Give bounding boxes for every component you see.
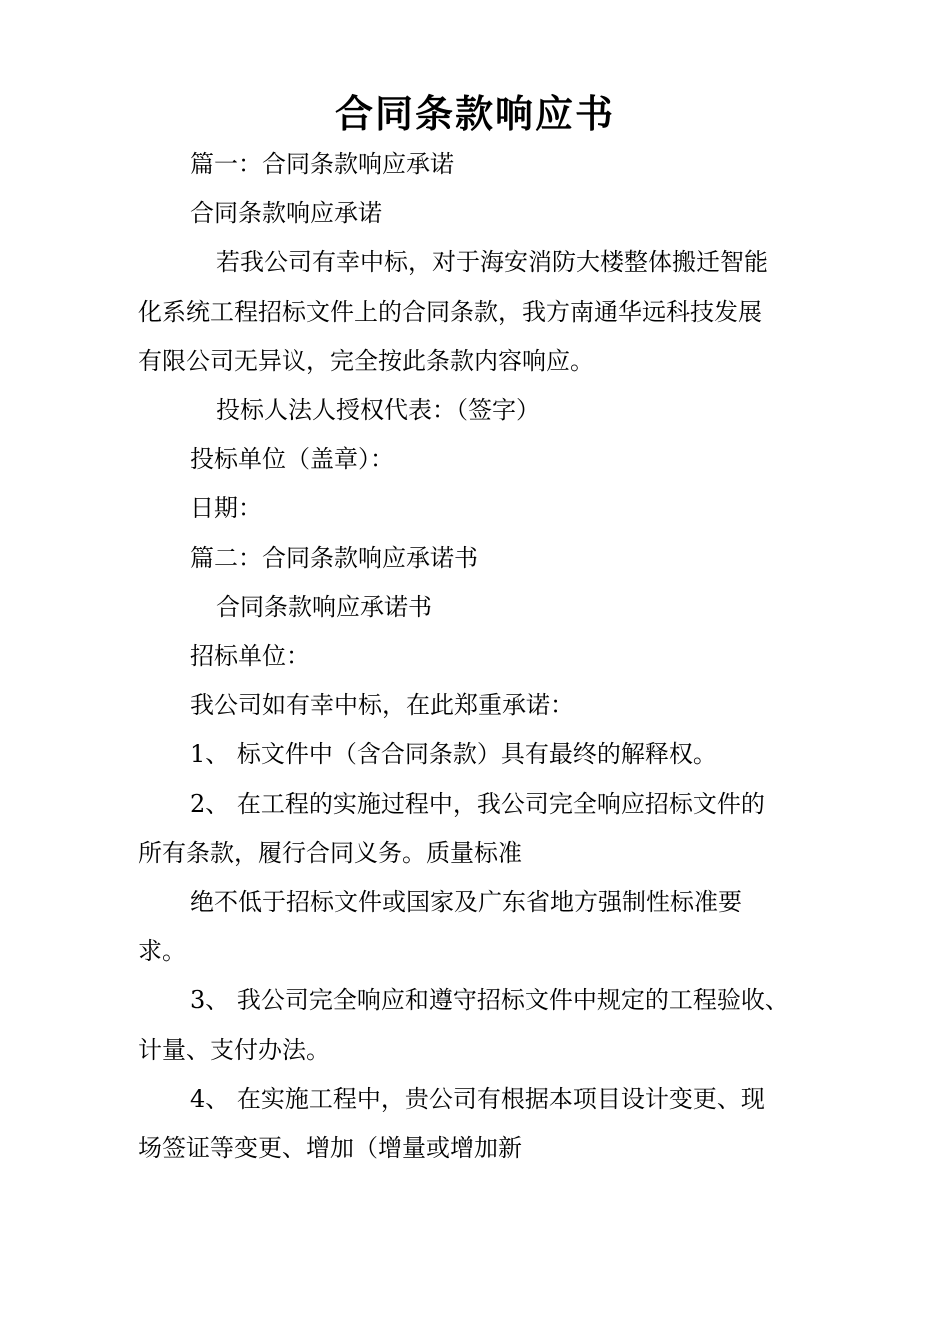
date-line: 日期： <box>190 494 262 523</box>
recipient-line: 招标单位： <box>190 642 310 671</box>
document-body <box>138 140 828 1173</box>
section-heading-2: 篇二：合同条款响应承诺书 <box>190 543 478 572</box>
list-item: 2、 在工程的实施过程中，我公司完全响应招标文件的 <box>190 789 765 818</box>
section-heading-1: 篇一：合同条款响应承诺 <box>190 150 454 178</box>
paragraph-line: 化系统工程招标文件上的合同条款，我方南通华远科技发展 <box>138 297 762 326</box>
document-title: 合同条款响应书 <box>334 91 615 136</box>
list-item: 4、 在实施工程中，贵公司有根据本项目设计变更、现 <box>190 1084 765 1113</box>
paragraph-line: 绝不低于招标文件或国家及广东省地方强制性标准要 <box>190 888 742 917</box>
paragraph-line: 有限公司无异议，完全按此条款内容响应。 <box>138 346 594 375</box>
subheading: 合同条款响应承诺书 <box>216 592 432 621</box>
paragraph-line: 场签证等变更、增加（增量或增加新 <box>138 1134 522 1163</box>
paragraph-line: 若我公司有幸中标，对于海安消防大楼整体搬迁智能 <box>216 248 768 277</box>
signature-line: 投标人法人授权代表：（签字） <box>216 396 540 425</box>
seal-line: 投标单位（盖章）： <box>190 445 394 474</box>
paragraph-line: 所有条款，履行合同义务。质量标准 <box>138 838 522 867</box>
paragraph-line: 求。 <box>138 937 186 966</box>
list-item: 1、 标文件中（含合同条款）具有最终的解释权。 <box>190 740 717 769</box>
list-item: 3、 我公司完全响应和遵守招标文件中规定的工程验收、 <box>190 986 789 1015</box>
subheading: 合同条款响应承诺 <box>190 199 382 228</box>
paragraph-line: 我公司如有幸中标，在此郑重承诺： <box>190 691 574 720</box>
paragraph-line: 计量、支付办法。 <box>138 1035 330 1064</box>
